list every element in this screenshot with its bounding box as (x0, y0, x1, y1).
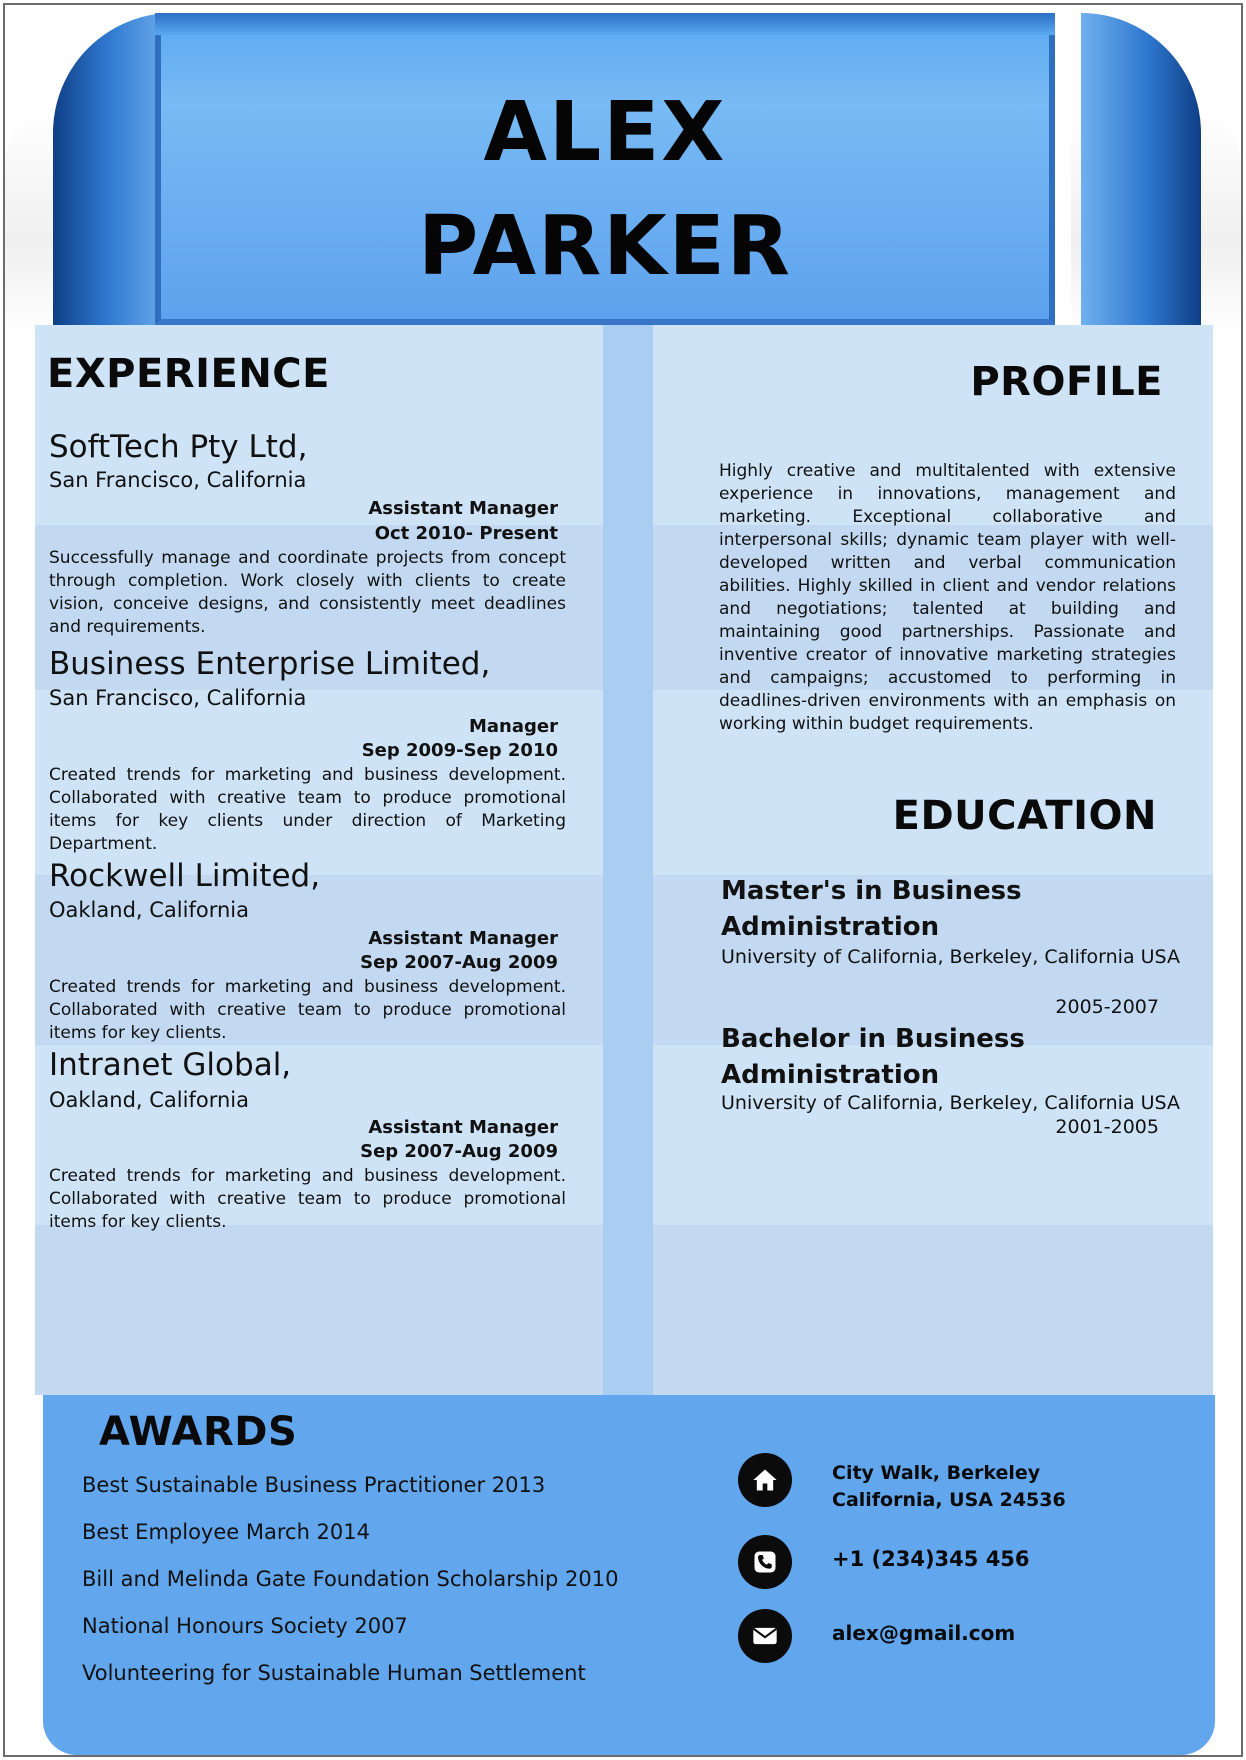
award-item: Bill and Melinda Gate Foundation Scholarship 2010 (82, 1567, 619, 1591)
job-role: Assistant Manager (368, 498, 558, 519)
envelope-icon (738, 1609, 792, 1663)
first-name: ALEX (483, 85, 727, 180)
school-name: University of California, Berkeley, California USA (721, 1092, 1180, 1114)
education-years: 2001-2005 (1055, 1116, 1159, 1138)
phone-icon (738, 1535, 792, 1589)
job-description: Created trends for marketing and business development. Collaborated with creative team to produce promotional items for key clients. (49, 1166, 566, 1232)
award-item: National Honours Society 2007 (82, 1614, 408, 1638)
email-address[interactable]: alex@gmail.com (832, 1621, 1016, 1645)
banner-top-edge (155, 13, 1055, 35)
company-location: Oakland, California (49, 898, 249, 922)
home-icon (738, 1453, 792, 1507)
ribbon-curl-right (1081, 13, 1201, 333)
job-role: Manager (469, 716, 558, 737)
envelope-icon-glyph (751, 1622, 779, 1650)
job-description: Created trends for marketing and business development. Collaborated with creative team to produce promotional items for key clients under direction of Marketing Department. (49, 765, 566, 854)
profile-summary: Highly creative and multitalented with extensive experience in innovations, management and marketing. Exceptional collaborative and interpersonal skills; dynamic team player with well-developed written and verbal communication abilities. Highly skilled in client and vendor relations and negotiations; talented at building and maintaining good partnerships. Passionate and inventive creator of innovative marketing strategies and campaigns; accustomed to performing in deadlines-driven environments with an emphasis on working within budget requirements. (719, 461, 1176, 734)
education-years: 2005-2007 (1055, 996, 1159, 1018)
address-line-1: City Walk, Berkeley (832, 1462, 1041, 1484)
address-line-2: California, USA 24536 (832, 1489, 1066, 1511)
company-location: Oakland, California (49, 1088, 249, 1112)
degree-title: Master's in Business Administration (721, 876, 1022, 942)
company-location: San Francisco, California (49, 468, 307, 492)
award-item: Best Employee March 2014 (82, 1520, 370, 1544)
company-name: Rockwell Limited, (49, 858, 321, 894)
job-dates: Oct 2010- Present (374, 523, 558, 544)
column-divider (603, 325, 653, 1395)
company-location: San Francisco, California (49, 686, 307, 710)
experience-heading: EXPERIENCE (47, 351, 330, 397)
job-dates: Sep 2009-Sep 2010 (361, 740, 558, 761)
job-description: Successfully manage and coordinate projects from concept through completion. Work closely with clients to create vision, conceive designs, and consistently meet deadlines and requirements. (49, 548, 566, 637)
job-dates: Sep 2007-Aug 2009 (360, 952, 558, 973)
job-dates: Sep 2007-Aug 2009 (360, 1141, 558, 1162)
job-role: Assistant Manager (368, 928, 558, 949)
award-item: Volunteering for Sustainable Human Settlement (82, 1661, 586, 1685)
award-item: Best Sustainable Business Practitioner 2013 (82, 1473, 546, 1497)
job-role: Assistant Manager (368, 1117, 558, 1138)
company-name: SoftTech Pty Ltd, (49, 429, 308, 465)
company-name: Business Enterprise Limited, (49, 646, 491, 682)
school-name: University of California, Berkeley, California USA (721, 946, 1180, 968)
degree-title: Bachelor in Business Administration (721, 1024, 1025, 1090)
resume-page (3, 3, 1243, 1757)
job-description: Created trends for marketing and business development. Collaborated with creative team to produce promotional items for key clients. (49, 977, 566, 1043)
phone-number[interactable]: +1 (234)345 456 (832, 1547, 1030, 1571)
phone-icon-glyph (751, 1548, 779, 1576)
name-banner (155, 13, 1055, 325)
awards-heading: AWARDS (99, 1409, 298, 1455)
education-heading: EDUCATION (892, 793, 1157, 839)
company-name: Intranet Global, (49, 1047, 292, 1083)
home-icon-glyph (751, 1466, 779, 1494)
profile-heading: PROFILE (970, 359, 1163, 405)
last-name: PARKER (418, 199, 792, 294)
